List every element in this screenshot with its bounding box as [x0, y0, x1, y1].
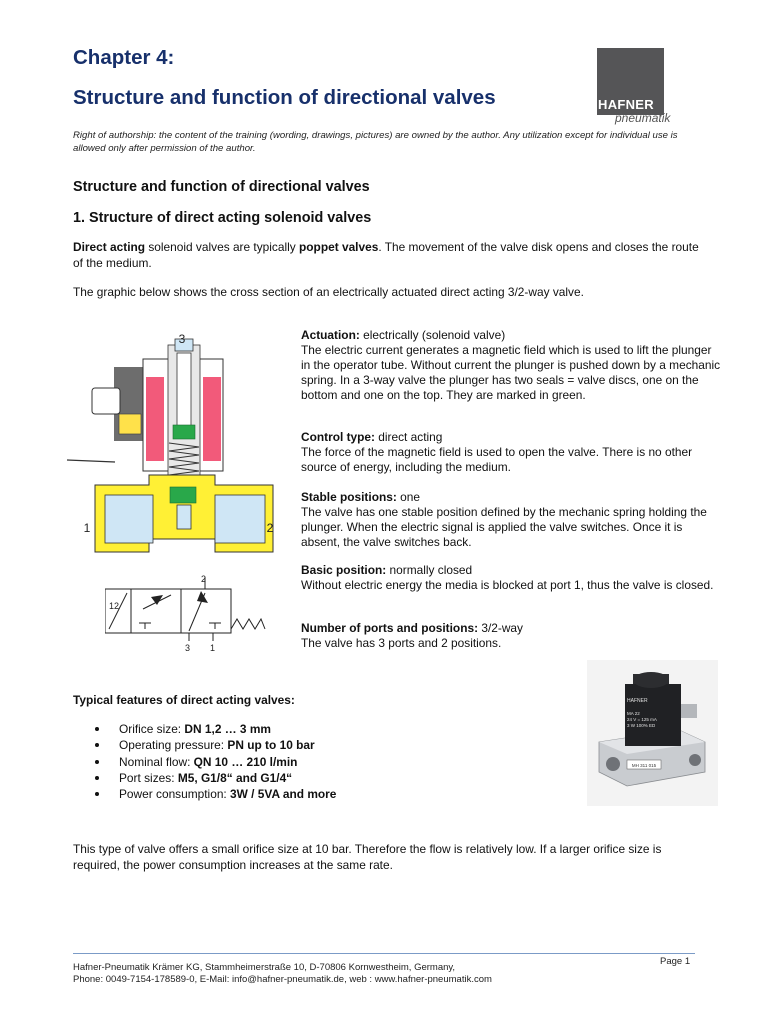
- features-list: [95, 721, 336, 802]
- plunger: [177, 353, 191, 429]
- chapter-number: Chapter 4:: [73, 46, 175, 69]
- features-title: Typical features of direct acting valves:: [73, 693, 295, 707]
- port-1-bore: [105, 495, 153, 543]
- logo-brand: HAFNER: [598, 97, 654, 112]
- page-number: Page 1: [660, 956, 691, 967]
- plug-terminal: [92, 388, 120, 414]
- coil-type: MA 22: [627, 711, 640, 716]
- coil-brand: HAFNER: [627, 698, 648, 704]
- property-control-type: Control type: direct acting The force of the magnetic field is used to open the valve. There is no other source of energy, including the medium.: [301, 430, 693, 474]
- plug-screw: [119, 414, 141, 434]
- closing-paragraph: This type of valve offers a small orifice size at 10 bar. Therefore the flow is relatively low. If a larger orifice size is required, the power consumption increases at the same rate.: [73, 842, 662, 872]
- logo-sub: pneumatik: [615, 111, 671, 125]
- copyright-notice: Right of authorship: the content of the training (wording, drawings, pictures) are owned by the author. Any utilization except for individual use is allowed only after permission of the author.: [73, 130, 678, 154]
- feature-orifice-size: Orifice size: DN 1,2 … 3 mm: [95, 721, 336, 737]
- coil-duty: 3 W 100% ED: [627, 723, 656, 728]
- position-b: [181, 589, 231, 633]
- upper-seal: [173, 425, 195, 439]
- port-3-label: 3: [178, 332, 186, 346]
- property-stable-positions: Stable positions: one The valve has one stable position defined by the mechanic spring holding the plunger. When the electric signal is applied the valve switches. Once it is absent, the valve switches back.: [301, 490, 707, 549]
- symbol-label-3: 3: [185, 643, 191, 653]
- coil-left: [146, 377, 164, 461]
- port-2-label: 2: [266, 521, 274, 535]
- coil-rating: 24 V = 125 mA: [627, 717, 657, 722]
- intro-paragraph-2: The graphic below shows the cross section of an electrically actuated direct acting 3/2-way valve.: [73, 285, 584, 299]
- body-label: MH 311 015: [631, 763, 657, 768]
- iso-valve-symbol: [105, 573, 270, 653]
- feature-operating-pressure: Operating pressure: PN up to 10 bar: [95, 737, 336, 753]
- subsection-title: 1. Structure of direct acting solenoid valves: [73, 210, 372, 226]
- spring-symbol: [231, 619, 265, 629]
- feature-port-sizes: Port sizes: M5, G1/8“ and G1/4“: [95, 770, 336, 786]
- port-1-label: 1: [83, 521, 91, 535]
- symbol-label-1: 1: [210, 643, 216, 653]
- valve-cross-section-diagram: [65, 325, 285, 560]
- coil-right: [203, 377, 221, 461]
- chapter-title: Structure and function of directional valves: [73, 86, 496, 109]
- feature-power-consumption: Power consumption: 3W / 5VA and more: [95, 786, 336, 802]
- property-actuation: Actuation: electrically (solenoid valve) The electric current generates a magnetic field which is used to lift the plunger in the operator tube. Without current the plunger is pushed down by a mechanic spring. In a 3-way valve the plunger has two seals = valve discs, one on the bottom and one on the top. They are marked in green.: [301, 328, 721, 402]
- product-photo: [587, 660, 718, 806]
- symbol-label-2: 2: [201, 574, 207, 584]
- cable-line: [67, 460, 115, 462]
- intro-paragraph-1: Direct acting solenoid valves are typically poppet valves. The movement of the valve disk opens and closes the route of the medium.: [73, 240, 699, 270]
- feature-nominal-flow: Nominal flow: QN 10 … 210 l/min: [95, 754, 336, 770]
- lower-seal: [170, 487, 196, 503]
- position-a: [131, 589, 181, 633]
- symbol-label-12: 12: [109, 601, 120, 611]
- footer-divider: [73, 953, 695, 954]
- footer-address: Hafner-Pneumatik Krämer KG, Stammheimerstraße 10, D-70806 Kornwestheim, Germany, Phone: 0049-7154-178589-0, E-Mail: info@hafner-pneumatik.de, web : www.hafner-pneumatik.com: [73, 962, 492, 985]
- property-ports-positions: Number of ports and positions: 3/2-way The valve has 3 ports and 2 positions.: [301, 621, 523, 650]
- property-basic-position: Basic position: normally closed Without electric energy the media is blocked at port 1, thus the valve is closed.: [301, 563, 714, 592]
- port-2-bore: [215, 495, 265, 543]
- section-title: Structure and function of directional valves: [73, 179, 370, 195]
